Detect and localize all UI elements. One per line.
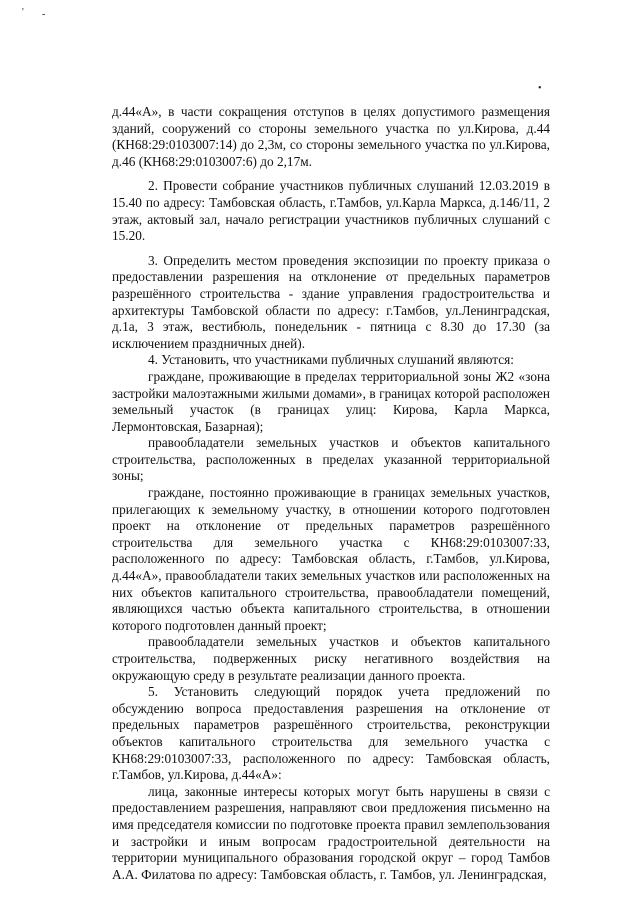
- participants-item-owners-zone: правообладатели земельных участков и объектов капитального строительства, расположенных в пределах указанной территориальной зоны;: [112, 435, 550, 484]
- proposals-item-interested-persons: лица, законные интересы которых могут быть нарушены в связи с предоставлением разрешения, направляют свои предложения письменно на имя председателя комиссии по подготовке проекта правил землепользования и застройки и иным вопросам градостроительной деятельности на территории муниципального образования городской округ – город Тамбов А.А. Филатова по адресу: Тамбовская область, г. Тамбов, ул. Ленинградская,: [112, 783, 550, 882]
- paragraph-5-proposals-procedure: 5. Установить следующий порядок учета предложений по обсуждению вопроса предоставления разрешения на отклонение от предельных параметров разрешённого строительства, реконструкции объектов капитального строительства для земельного участка с КН68:29:0103007:33, расположенного по адресу: Тамбовская область, г.Тамбов, ул.Кирова, д.44«А»:: [112, 684, 550, 783]
- scan-artifact: -: [42, 9, 46, 20]
- participants-item-residents-zone: граждане, проживающие в пределах территориальной зоны Ж2 «зона застройки малоэтажными жилыми домами», в границах которой расположен земельный участок (в границах улиц: Кирова, Карла Маркса, Лермонтовская, Базарная);: [112, 368, 550, 434]
- scan-artifact: •: [538, 83, 542, 94]
- paragraph-3-exposition-place: 3. Определить местом проведения экспозиции по проекту приказа о предоставлении разрешения на отклонение от предельных параметров разрешённого строительства - здание управления градостроительства и архитектуры Тамбовской области по адресу: г.Тамбов, ул.Ленинградская, д.1а, 3 этаж, вестибюль, понедельник - пятница с 8.30 до 17.30 (за исключением праздничных дней).: [112, 252, 550, 351]
- document-page: [112, 104, 550, 883]
- paragraph-1-continuation: д.44«А», в части сокращения отступов в целях допустимого размещения зданий, сооружений со стороны земельного участка по ул.Кирова, д.44 (КН68:29:0103007:14) до 2,3м, со стороны земельного участка по ул.Кирова, д.46 (КН68:29:0103007:6) до 2,17м.: [112, 104, 550, 169]
- scan-artifact: ': [22, 7, 24, 18]
- paragraph-4-participants: 4. Установить, что участниками публичных слушаний являются:: [148, 352, 514, 368]
- participants-item-adjacent-residents: граждане, постоянно проживающие в границах земельных участков, прилегающих к земельному участку, в отношении которого подготовлен проект на отклонение от предельных параметров разрешённого строительства для земельного участка с КН68:29:0103007:33, расположенного по адресу: Тамбовская область, г.Тамбов, ул.Кирова, д.44«А», правообладатели таких земельных участков или расположенных на них объектов капитального строительства, правообладатели помещений, являющихся частью объекта капитального строительства, в отношении которого подготовлен данный проект;: [112, 485, 550, 633]
- paragraph-2-hearing-meeting: 2. Провести собрание участников публичных слушаний 12.03.2019 в 15.40 по адресу: Тамбовская область, г.Тамбов, ул.Карла Маркса, д.146/11, 2 этаж, актовый зал, начало регистрации участников публичных слушаний с 15.20.: [112, 178, 550, 244]
- participants-item-risk-owners: правообладатели земельных участков и объектов капитального строительства, подверженных риску негативного воздействия на окружающую среду в результате реализации данного проекта.: [112, 634, 550, 683]
